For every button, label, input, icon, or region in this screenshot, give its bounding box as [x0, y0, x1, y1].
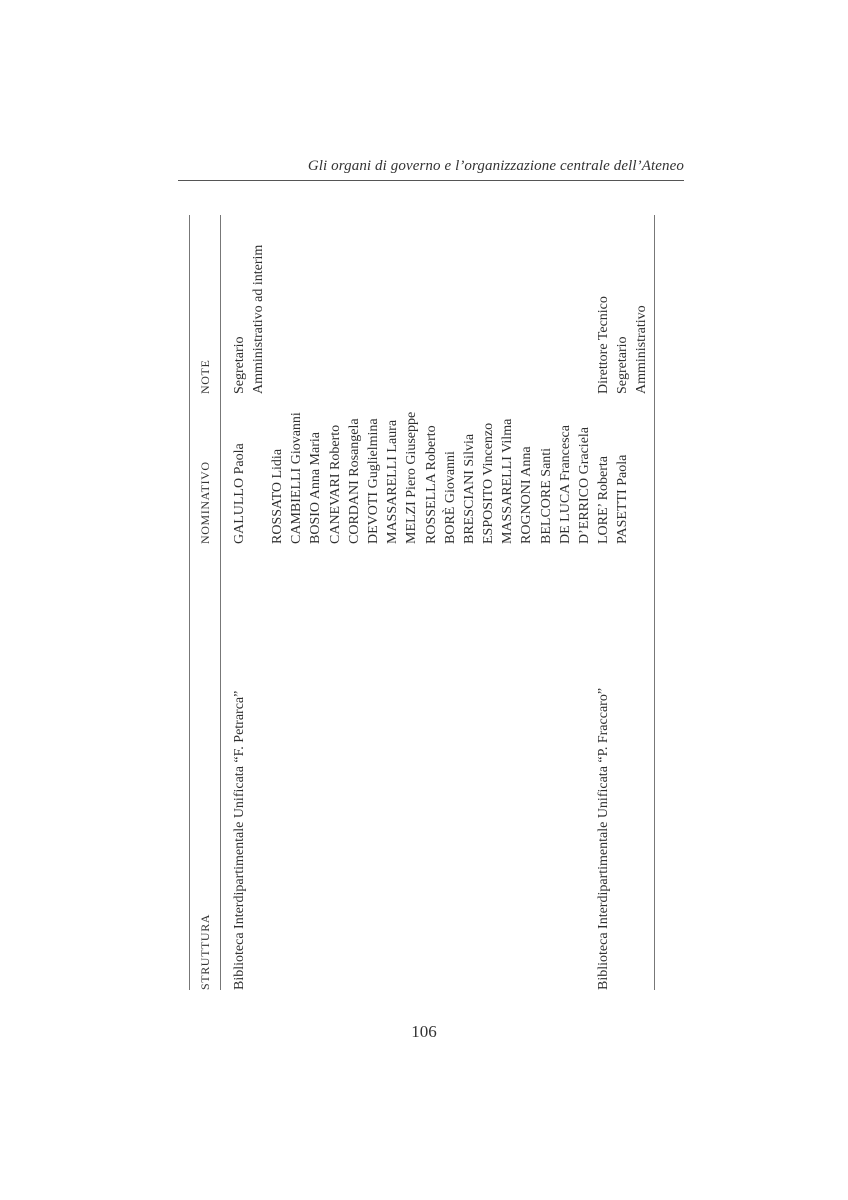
note-line: Direttore Tecnico	[596, 296, 611, 394]
members-list-fraccaro	[594, 455, 632, 544]
list-item: CANEVARI Roberto	[327, 424, 343, 544]
table-bottom-rule	[654, 215, 655, 990]
list-item: D’ERRICO Graciela	[577, 426, 592, 544]
list-item: BORÈ Giovanni	[442, 451, 458, 544]
list-item: CORDANI Rosangela	[346, 418, 362, 544]
column-header-nominativo: NOMINATIVO	[198, 461, 212, 544]
list-item: DE LUCA Francesca	[557, 425, 573, 544]
running-header-title: Gli organi di governo e l’organizzazione centrale dell’Ateneo	[307, 158, 684, 174]
header-rule	[178, 180, 684, 181]
note-segretario-line2: Amministrativo ad interim	[251, 244, 266, 394]
note-line: Segretario	[615, 336, 631, 394]
struttura-petrarca: Biblioteca Interdipartimentale Unificata “F. Petrarca”	[232, 690, 247, 990]
list-item: ROSSATO Lidia	[270, 448, 285, 544]
column-header-struttura: STRUTTURA	[198, 913, 212, 990]
note-line: Amministrativo	[634, 305, 650, 394]
struttura-fraccaro: Biblioteca Interdipartimentale Unificata “P. Fraccaro”	[596, 687, 611, 990]
page-number: 106	[411, 1022, 437, 1041]
list-item: LORE’ Roberta	[596, 456, 611, 544]
rotated-table	[180, 215, 660, 990]
list-item: ROGNONI Anna	[519, 446, 535, 544]
note-segretario-line1: Segretario	[232, 336, 247, 394]
list-item: MELZI Piero Giuseppe	[404, 411, 420, 544]
list-item: BRESCIANI Silvia	[461, 433, 477, 544]
list-item: ESPOSITO Vincenzo	[481, 422, 497, 544]
list-item: MASSARELLI Vilma	[500, 418, 516, 544]
list-item: BELCORE Santi	[538, 447, 554, 544]
notes-list-fraccaro	[594, 296, 652, 394]
column-header-note: NOTE	[198, 359, 212, 394]
nominativo-galullo: GALULLO Paola	[232, 443, 247, 544]
list-item: PASETTI Paola	[615, 454, 631, 544]
members-list-petrarca	[268, 412, 594, 544]
list-item: CAMBIELLI Giovanni	[289, 412, 305, 544]
list-item: DEVOTI Guglielmina	[365, 418, 381, 544]
table-header-rule	[220, 215, 221, 990]
list-item: BOSIO Anna Maria	[308, 432, 324, 544]
table-top-rule	[189, 215, 190, 990]
list-item: MASSARELLI Laura	[385, 419, 401, 544]
list-item: ROSSELLA Roberto	[423, 425, 439, 544]
